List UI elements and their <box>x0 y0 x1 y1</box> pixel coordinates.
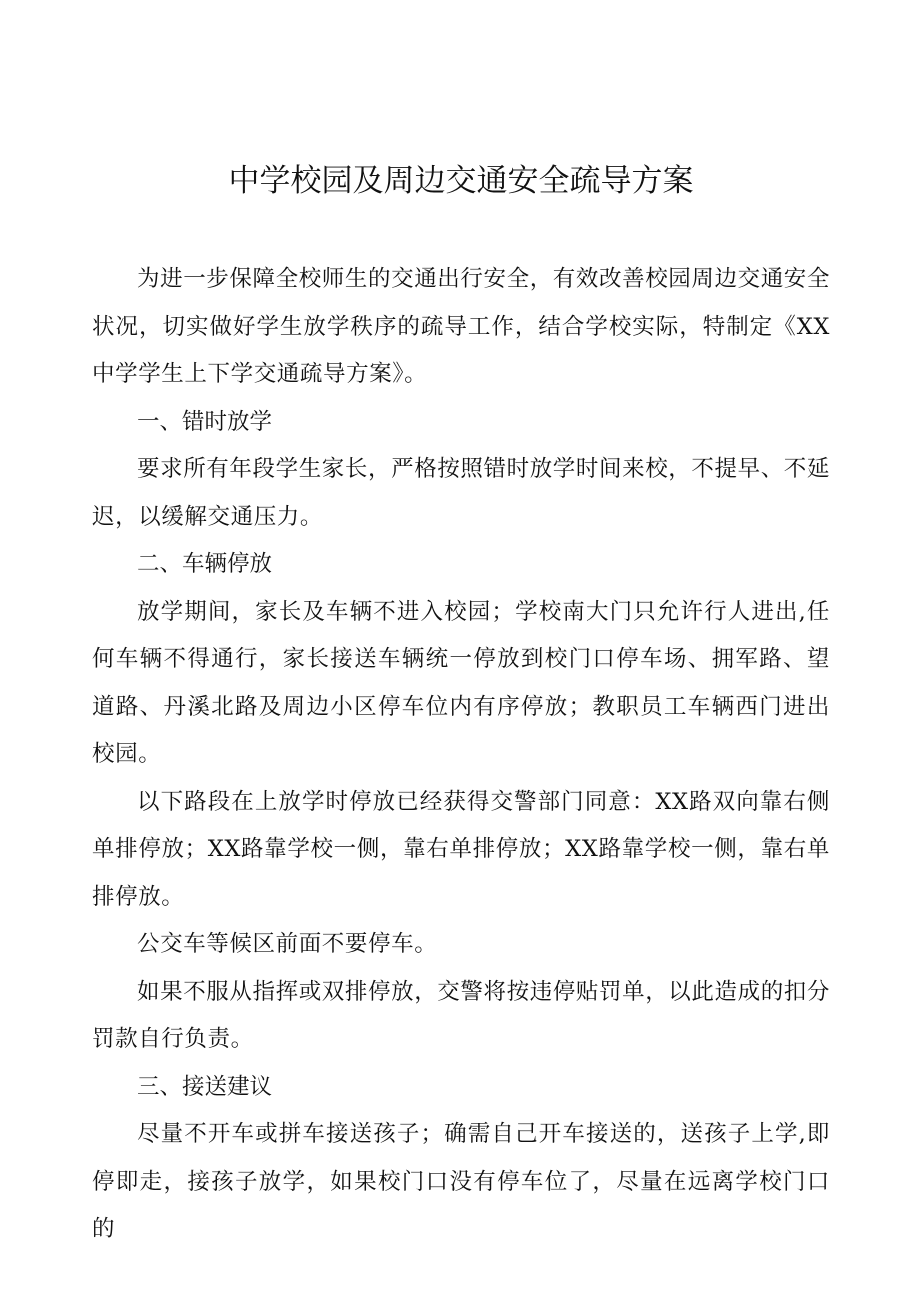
section-heading-pickup-suggestions: 三、接送建议 <box>137 1073 273 1100</box>
section2-paragraph-3: 公交车等候区前面不要停车。 <box>137 931 438 957</box>
intro-paragraph: 为进一步保障全校师生的交通出行安全，有效改善校园周边交通安全状况，切实做好学生放学秩序的疏导工作，结合学校实际，特制定《XX中学学生上下学交通疏导方案》。 <box>92 266 831 387</box>
section2-paragraph-2: 以下路段在上放学时停放已经获得交警部门同意：XX路双向靠右侧单排停放；XX路靠学校一侧，靠右单排停放；XX路靠学校一侧，靠右单排停放。 <box>92 788 830 910</box>
document-title: 中学校园及周边交通安全疏导方案 <box>228 163 694 199</box>
document-body <box>92 256 830 1254</box>
section1-paragraph-1: 要求所有年段学生家长，严格按照错时放学时间来校，不提早、不延迟，以缓解交通压力。 <box>92 456 831 530</box>
section2-paragraph-4: 如果不服从指挥或双排停放，交警将按违停贴罚单，以此造成的扣分罚款自行负责。 <box>92 978 831 1052</box>
section-heading-staggered-dismissal: 一、错时放学 <box>137 408 273 435</box>
section2-paragraph-1: 放学期间，家长及车辆不进入校园；学校南大门只允许行人进出,任何车辆不得通行，家长接送车辆统一停放到校门口停车场、拥军路、望道路、丹溪北路及周边小区停车位内有序停放；教职员工车辆西门进出校园。 <box>92 598 830 767</box>
section3-paragraph-1: 尽量不开车或拼车接送孩子；确需自己开车接送的，送孩子上学,即停即走，接孩子放学，如果校门口没有停车位了，尽量在远离学校门口的 <box>92 1121 830 1242</box>
section-heading-vehicle-parking: 二、车辆停放 <box>137 551 273 577</box>
